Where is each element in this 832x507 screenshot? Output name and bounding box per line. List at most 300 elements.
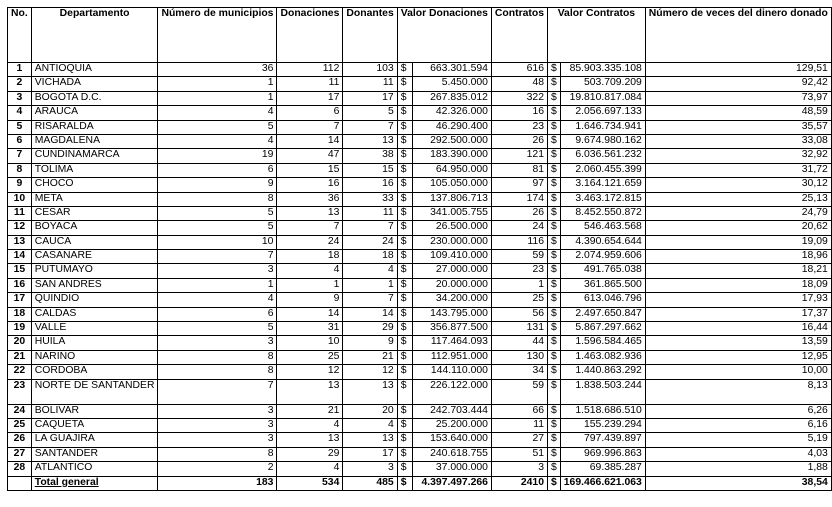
cell-valor-donaciones: 242.703.444 [412,404,491,418]
cell-departamento: MAGDALENA [31,134,158,148]
cell-no: 20 [8,336,32,350]
table-row [8,134,832,148]
currency-symbol: $ [397,365,412,379]
cell-donaciones: 4 [277,418,343,432]
cell-donaciones: 10 [277,336,343,350]
cell-contratos: 116 [491,235,547,249]
cell-departamento: SAN ANDRES [31,278,158,292]
table-row [8,462,832,476]
cell-veces-dinero-donado: 17,93 [645,293,831,307]
currency-symbol: $ [548,307,561,321]
cell-valor-contratos: 155.239.294 [560,418,645,432]
cell-contratos: 26 [491,134,547,148]
total-cell-donantes: 485 [343,476,397,490]
cell-contratos: 48 [491,77,547,91]
cell-contratos: 81 [491,163,547,177]
cell-donantes: 29 [343,322,397,336]
header-valor-contratos: Valor Contratos [548,8,646,63]
table-row [8,336,832,350]
cell-departamento: ATLANTICO [31,462,158,476]
header-veces-dinero-donado: Número de veces del dinero donado [645,8,831,63]
total-cell-valor-donaciones: 4.397.497.266 [412,476,491,490]
cell-donaciones: 12 [277,365,343,379]
currency-symbol: $ [397,77,412,91]
currency-symbol: $ [397,278,412,292]
cell-valor-donaciones: 240.618.755 [412,447,491,461]
currency-symbol: $ [397,404,412,418]
cell-municipios: 1 [158,77,277,91]
currency-symbol: $ [548,149,561,163]
total-currency-symbol: $ [397,476,412,490]
cell-valor-donaciones: 20.000.000 [412,278,491,292]
cell-donantes: 18 [343,250,397,264]
cell-municipios: 6 [158,307,277,321]
currency-symbol: $ [548,63,561,77]
cell-municipios: 36 [158,63,277,77]
currency-symbol: $ [397,192,412,206]
cell-contratos: 56 [491,307,547,321]
cell-veces-dinero-donado: 25,13 [645,192,831,206]
cell-valor-contratos: 2.060.455.399 [560,163,645,177]
cell-no: 12 [8,221,32,235]
currency-symbol: $ [548,192,561,206]
currency-symbol: $ [397,350,412,364]
cell-valor-contratos: 5.867.297.662 [560,322,645,336]
table-row [8,350,832,364]
cell-contratos: 51 [491,447,547,461]
cell-municipios: 3 [158,404,277,418]
cell-veces-dinero-donado: 33,08 [645,134,831,148]
currency-symbol: $ [548,178,561,192]
cell-contratos: 24 [491,221,547,235]
cell-donantes: 7 [343,221,397,235]
cell-veces-dinero-donado: 18,09 [645,278,831,292]
cell-no: 8 [8,163,32,177]
table-row [8,221,832,235]
cell-valor-contratos: 1.518.686.510 [560,404,645,418]
cell-no: 18 [8,307,32,321]
cell-valor-contratos: 1.440.863.292 [560,365,645,379]
cell-contratos: 59 [491,379,547,404]
cell-municipios: 8 [158,192,277,206]
cell-valor-donaciones: 144.110.000 [412,365,491,379]
table-row [8,91,832,105]
cell-valor-donaciones: 42.326.000 [412,106,491,120]
cell-municipios: 7 [158,379,277,404]
cell-donantes: 16 [343,178,397,192]
cell-valor-donaciones: 292.500.000 [412,134,491,148]
currency-symbol: $ [548,221,561,235]
currency-symbol: $ [548,418,561,432]
cell-veces-dinero-donado: 48,59 [645,106,831,120]
cell-valor-donaciones: 25.200.000 [412,418,491,432]
cell-donaciones: 7 [277,221,343,235]
cell-departamento: BOLIVAR [31,404,158,418]
cell-donaciones: 16 [277,178,343,192]
cell-veces-dinero-donado: 31,72 [645,163,831,177]
cell-contratos: 322 [491,91,547,105]
currency-symbol: $ [397,307,412,321]
cell-donantes: 13 [343,433,397,447]
cell-valor-donaciones: 117.464.093 [412,336,491,350]
cell-veces-dinero-donado: 1,88 [645,462,831,476]
cell-donantes: 21 [343,350,397,364]
cell-contratos: 34 [491,365,547,379]
cell-donantes: 24 [343,235,397,249]
cell-donaciones: 4 [277,264,343,278]
cell-departamento: RISARALDA [31,120,158,134]
table-row [8,250,832,264]
cell-valor-donaciones: 27.000.000 [412,264,491,278]
table-row [8,120,832,134]
cell-municipios: 8 [158,365,277,379]
cell-departamento: VALLE [31,322,158,336]
cell-veces-dinero-donado: 30,12 [645,178,831,192]
cell-municipios: 3 [158,433,277,447]
cell-no: 3 [8,91,32,105]
cell-no: 26 [8,433,32,447]
table-row [8,235,832,249]
currency-symbol: $ [548,106,561,120]
cell-no [8,476,32,490]
header-municipios: Número de municipios [158,8,277,63]
currency-symbol: $ [548,433,561,447]
cell-valor-donaciones: 5.450.000 [412,77,491,91]
cell-municipios: 10 [158,235,277,249]
table-row [8,264,832,278]
currency-symbol: $ [397,163,412,177]
cell-contratos: 97 [491,178,547,192]
cell-donaciones: 24 [277,235,343,249]
cell-municipios: 6 [158,163,277,177]
currency-symbol: $ [548,350,561,364]
cell-valor-donaciones: 137.806.713 [412,192,491,206]
cell-municipios: 5 [158,322,277,336]
cell-departamento: NORTE DE SANTANDER [31,379,158,404]
cell-valor-donaciones: 341.005.755 [412,206,491,220]
currency-symbol: $ [397,462,412,476]
cell-valor-donaciones: 109.410.000 [412,250,491,264]
cell-donaciones: 36 [277,192,343,206]
cell-valor-contratos: 491.765.038 [560,264,645,278]
cell-donantes: 12 [343,365,397,379]
currency-symbol: $ [397,418,412,432]
table-row [8,163,832,177]
cell-donaciones: 31 [277,322,343,336]
cell-contratos: 3 [491,462,547,476]
cell-departamento: HUILA [31,336,158,350]
cell-donantes: 11 [343,206,397,220]
cell-valor-donaciones: 267.835.012 [412,91,491,105]
cell-municipios: 5 [158,221,277,235]
cell-donaciones: 4 [277,462,343,476]
cell-municipios: 5 [158,206,277,220]
cell-contratos: 121 [491,149,547,163]
cell-donaciones: 17 [277,91,343,105]
cell-valor-contratos: 2.056.697.133 [560,106,645,120]
cell-donaciones: 13 [277,433,343,447]
cell-donantes: 33 [343,192,397,206]
cell-municipios: 8 [158,350,277,364]
cell-donantes: 7 [343,120,397,134]
currency-symbol: $ [548,91,561,105]
currency-symbol: $ [548,120,561,134]
total-cell-donaciones: 534 [277,476,343,490]
cell-valor-donaciones: 183.390.000 [412,149,491,163]
cell-departamento: QUINDIO [31,293,158,307]
cell-municipios: 9 [158,178,277,192]
cell-donaciones: 1 [277,278,343,292]
cell-donaciones: 15 [277,163,343,177]
cell-valor-contratos: 3.463.172.815 [560,192,645,206]
total-cell-valor-contratos: 169.466.621.063 [560,476,645,490]
cell-valor-donaciones: 356.877.500 [412,322,491,336]
cell-veces-dinero-donado: 17,37 [645,307,831,321]
total-cell-contratos: 2410 [491,476,547,490]
cell-valor-contratos: 613.046.796 [560,293,645,307]
cell-valor-contratos: 9.674.980.162 [560,134,645,148]
table-row [8,447,832,461]
cell-departamento: CALDAS [31,307,158,321]
currency-symbol: $ [397,178,412,192]
cell-valor-donaciones: 663.301.594 [412,63,491,77]
cell-valor-donaciones: 34.200.000 [412,293,491,307]
cell-municipios: 4 [158,106,277,120]
cell-valor-contratos: 69.385.287 [560,462,645,476]
cell-veces-dinero-donado: 35,57 [645,120,831,134]
cell-donantes: 15 [343,163,397,177]
currency-symbol: $ [548,278,561,292]
table-row [8,322,832,336]
cell-contratos: 23 [491,120,547,134]
currency-symbol: $ [397,322,412,336]
currency-symbol: $ [397,336,412,350]
header-valor-donaciones: Valor Donaciones [397,8,491,63]
cell-municipios: 3 [158,264,277,278]
cell-veces-dinero-donado: 5,19 [645,433,831,447]
cell-municipios: 3 [158,418,277,432]
cell-municipios: 1 [158,91,277,105]
cell-no: 22 [8,365,32,379]
cell-veces-dinero-donado: 13,59 [645,336,831,350]
cell-valor-contratos: 3.164.121.659 [560,178,645,192]
cell-donantes: 1 [343,278,397,292]
currency-symbol: $ [397,235,412,249]
cell-donantes: 103 [343,63,397,77]
currency-symbol: $ [397,206,412,220]
currency-symbol: $ [548,379,561,404]
currency-symbol: $ [397,250,412,264]
cell-valor-contratos: 6.036.561.232 [560,149,645,163]
cell-valor-donaciones: 26.500.000 [412,221,491,235]
table-row [8,379,832,404]
cell-municipios: 2 [158,462,277,476]
cell-departamento: ARAUCA [31,106,158,120]
cell-valor-contratos: 503.709.209 [560,77,645,91]
cell-contratos: 25 [491,293,547,307]
cell-valor-donaciones: 112.951.000 [412,350,491,364]
header-donantes: Donantes [343,8,397,63]
cell-donaciones: 14 [277,134,343,148]
table-row [8,192,832,206]
table-row [8,293,832,307]
cell-no: 9 [8,178,32,192]
cell-valor-donaciones: 226.122.000 [412,379,491,404]
cell-no: 1 [8,63,32,77]
cell-donaciones: 29 [277,447,343,461]
total-label: Total general [31,476,158,490]
cell-veces-dinero-donado: 4,03 [645,447,831,461]
cell-no: 14 [8,250,32,264]
cell-valor-contratos: 546.463.568 [560,221,645,235]
cell-donantes: 9 [343,336,397,350]
cell-valor-contratos: 1.596.584.465 [560,336,645,350]
cell-donantes: 17 [343,447,397,461]
header-contratos: Contratos [491,8,547,63]
departments-table [7,7,832,491]
total-cell-municipios: 183 [158,476,277,490]
cell-municipios: 7 [158,250,277,264]
cell-contratos: 131 [491,322,547,336]
cell-departamento: BOGOTA D.C. [31,91,158,105]
cell-departamento: LA GUAJIRA [31,433,158,447]
cell-no: 19 [8,322,32,336]
cell-donantes: 20 [343,404,397,418]
currency-symbol: $ [397,120,412,134]
currency-symbol: $ [548,365,561,379]
cell-donaciones: 18 [277,250,343,264]
cell-contratos: 23 [491,264,547,278]
cell-no: 6 [8,134,32,148]
currency-symbol: $ [397,433,412,447]
cell-departamento: TOLIMA [31,163,158,177]
table-row [8,206,832,220]
cell-veces-dinero-donado: 92,42 [645,77,831,91]
currency-symbol: $ [397,91,412,105]
cell-valor-donaciones: 105.050.000 [412,178,491,192]
cell-valor-contratos: 2.497.650.847 [560,307,645,321]
table-row [8,418,832,432]
cell-contratos: 1 [491,278,547,292]
cell-veces-dinero-donado: 73,97 [645,91,831,105]
cell-departamento: CHOCO [31,178,158,192]
cell-veces-dinero-donado: 10,00 [645,365,831,379]
cell-donantes: 14 [343,307,397,321]
currency-symbol: $ [548,293,561,307]
cell-valor-contratos: 19.810.817.084 [560,91,645,105]
cell-contratos: 44 [491,336,547,350]
cell-no: 25 [8,418,32,432]
table-header [8,8,832,63]
cell-veces-dinero-donado: 12,95 [645,350,831,364]
currency-symbol: $ [548,447,561,461]
cell-no: 4 [8,106,32,120]
cell-contratos: 130 [491,350,547,364]
cell-veces-dinero-donado: 18,21 [645,264,831,278]
currency-symbol: $ [397,447,412,461]
cell-valor-donaciones: 46.290.400 [412,120,491,134]
cell-municipios: 1 [158,278,277,292]
cell-contratos: 27 [491,433,547,447]
header-donaciones: Donaciones [277,8,343,63]
cell-donantes: 13 [343,379,397,404]
cell-no: 16 [8,278,32,292]
total-row [8,476,832,490]
cell-municipios: 8 [158,447,277,461]
cell-no: 2 [8,77,32,91]
cell-departamento: NARIÑO [31,350,158,364]
cell-departamento: PUTUMAYO [31,264,158,278]
currency-symbol: $ [397,221,412,235]
table-row [8,77,832,91]
cell-contratos: 26 [491,206,547,220]
cell-no: 10 [8,192,32,206]
cell-donantes: 13 [343,134,397,148]
cell-no: 28 [8,462,32,476]
total-currency-symbol: $ [548,476,561,490]
cell-donantes: 5 [343,106,397,120]
cell-departamento: BOYACA [31,221,158,235]
currency-symbol: $ [548,77,561,91]
cell-veces-dinero-donado: 129,51 [645,63,831,77]
cell-departamento: CAQUETA [31,418,158,432]
cell-contratos: 11 [491,418,547,432]
cell-donantes: 7 [343,293,397,307]
cell-valor-donaciones: 64.950.000 [412,163,491,177]
cell-donantes: 3 [343,462,397,476]
cell-valor-donaciones: 230.000.000 [412,235,491,249]
cell-valor-donaciones: 143.795.000 [412,307,491,321]
table-row [8,63,832,77]
currency-symbol: $ [548,235,561,249]
table-row [8,106,832,120]
currency-symbol: $ [548,264,561,278]
cell-donantes: 11 [343,77,397,91]
cell-no: 17 [8,293,32,307]
currency-symbol: $ [397,379,412,404]
cell-departamento: VICHADA [31,77,158,91]
cell-departamento: SANTANDER [31,447,158,461]
cell-donantes: 38 [343,149,397,163]
cell-departamento: CESAR [31,206,158,220]
cell-valor-contratos: 2.074.959.606 [560,250,645,264]
cell-departamento: ANTIOQUIA [31,63,158,77]
currency-symbol: $ [397,63,412,77]
cell-veces-dinero-donado: 8,13 [645,379,831,404]
cell-veces-dinero-donado: 20,62 [645,221,831,235]
cell-veces-dinero-donado: 16,44 [645,322,831,336]
cell-veces-dinero-donado: 6,26 [645,404,831,418]
cell-contratos: 616 [491,63,547,77]
cell-donaciones: 25 [277,350,343,364]
cell-contratos: 66 [491,404,547,418]
table-row [8,149,832,163]
cell-departamento: CUNDINAMARCA [31,149,158,163]
cell-contratos: 16 [491,106,547,120]
cell-donantes: 17 [343,91,397,105]
cell-no: 23 [8,379,32,404]
cell-valor-contratos: 85.903.335.108 [560,63,645,77]
cell-donaciones: 14 [277,307,343,321]
cell-donaciones: 21 [277,404,343,418]
cell-veces-dinero-donado: 32,92 [645,149,831,163]
currency-symbol: $ [397,264,412,278]
cell-valor-donaciones: 153.640.000 [412,433,491,447]
cell-municipios: 3 [158,336,277,350]
cell-municipios: 5 [158,120,277,134]
cell-departamento: CORDOBA [31,365,158,379]
cell-valor-contratos: 8.452.550.872 [560,206,645,220]
